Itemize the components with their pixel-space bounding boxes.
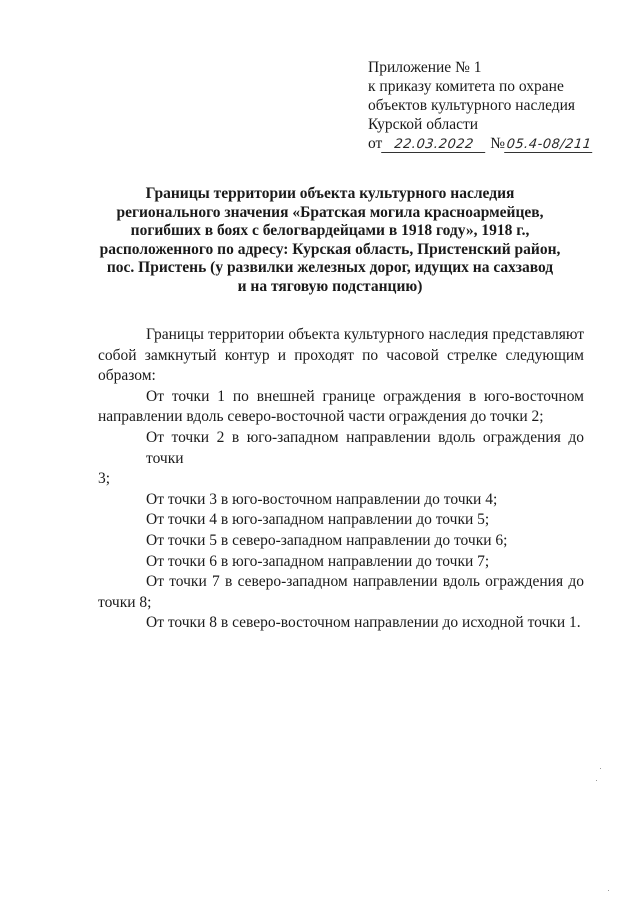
body-line: От точки 8 в северо-восточном направлении до исходной точки 1.: [146, 614, 581, 632]
body-line: От точки 4 в юго-западном направлении до точки 5;: [146, 511, 490, 529]
document-body: [98, 325, 584, 634]
scan-speck: [596, 780, 597, 781]
body-line: Границы территории объекта культурного наследия представляют: [146, 326, 584, 343]
boundary-point-7-paragraph: [98, 572, 584, 613]
document-title: [60, 185, 600, 296]
body-line: От точки 3 в юго-восточном направлении до точки 4;: [146, 490, 498, 508]
body-line: От точки 6 в юго-западном направлении до точки 7;: [146, 552, 490, 570]
boundary-point-8-paragraph: [98, 613, 584, 634]
body-line: От точки 2 в юго-западном направлении вдоль ограждения до точки: [146, 428, 584, 467]
appendix-order-line: к приказу комитета по охране: [368, 78, 564, 95]
appendix-title: Приложение № 1: [368, 59, 482, 76]
body-line: От точки 1 по внешней границе ограждения в юго-восточном: [146, 387, 584, 405]
appendix-region-line: Курской области: [368, 116, 479, 133]
body-line: собой замкнутый контур и проходят по часовой стрелке следующим: [98, 346, 584, 364]
body-line: образом:: [98, 367, 156, 385]
title-line: регионального значения «Братская могила красноармейцев,: [116, 203, 544, 221]
body-line: От точки 7 в северо-западном направлении вдоль ограждения до: [146, 573, 584, 591]
appendix-objects-line: объектов культурного наследия: [368, 97, 576, 114]
title-line: погибших в боях с белогвардейцами в 1918 году», 1918 г.,: [130, 222, 530, 239]
intro-paragraph: [98, 325, 584, 387]
boundary-point-2-paragraph: [98, 428, 584, 490]
body-line: точки 8;: [98, 593, 152, 611]
body-line: От точки 5 в северо-западном направлении до точки 6;: [146, 531, 508, 549]
title-line: расположенного по адресу: Курская область, Пристенский район,: [99, 240, 561, 258]
from-label: от: [368, 135, 383, 152]
order-date-number-row: [368, 134, 618, 153]
number-label: №: [490, 135, 505, 152]
body-line: 3;: [98, 470, 111, 488]
appendix-header: [368, 58, 618, 153]
boundary-point-3-paragraph: [98, 490, 584, 511]
boundary-point-1-paragraph: [98, 387, 584, 428]
title-line: и на тяговую подстанцию): [237, 277, 423, 295]
handwritten-order-number: 05.4-08/211: [505, 137, 593, 152]
body-line: направлении вдоль северо-восточной части ограждения до точки 2;: [98, 408, 544, 426]
title-line: Границы территории объекта культурного наследия: [145, 185, 515, 202]
handwritten-date: 22.03.2022: [381, 137, 487, 153]
boundary-point-4-paragraph: [98, 510, 584, 531]
boundary-point-5-paragraph: [98, 531, 584, 552]
scan-speck: [600, 768, 601, 769]
boundary-point-6-paragraph: [98, 552, 584, 573]
title-line: пос. Пристень (у развилки железных дорог, идущих на сахзавод: [106, 259, 554, 276]
scan-speck: [608, 890, 609, 891]
